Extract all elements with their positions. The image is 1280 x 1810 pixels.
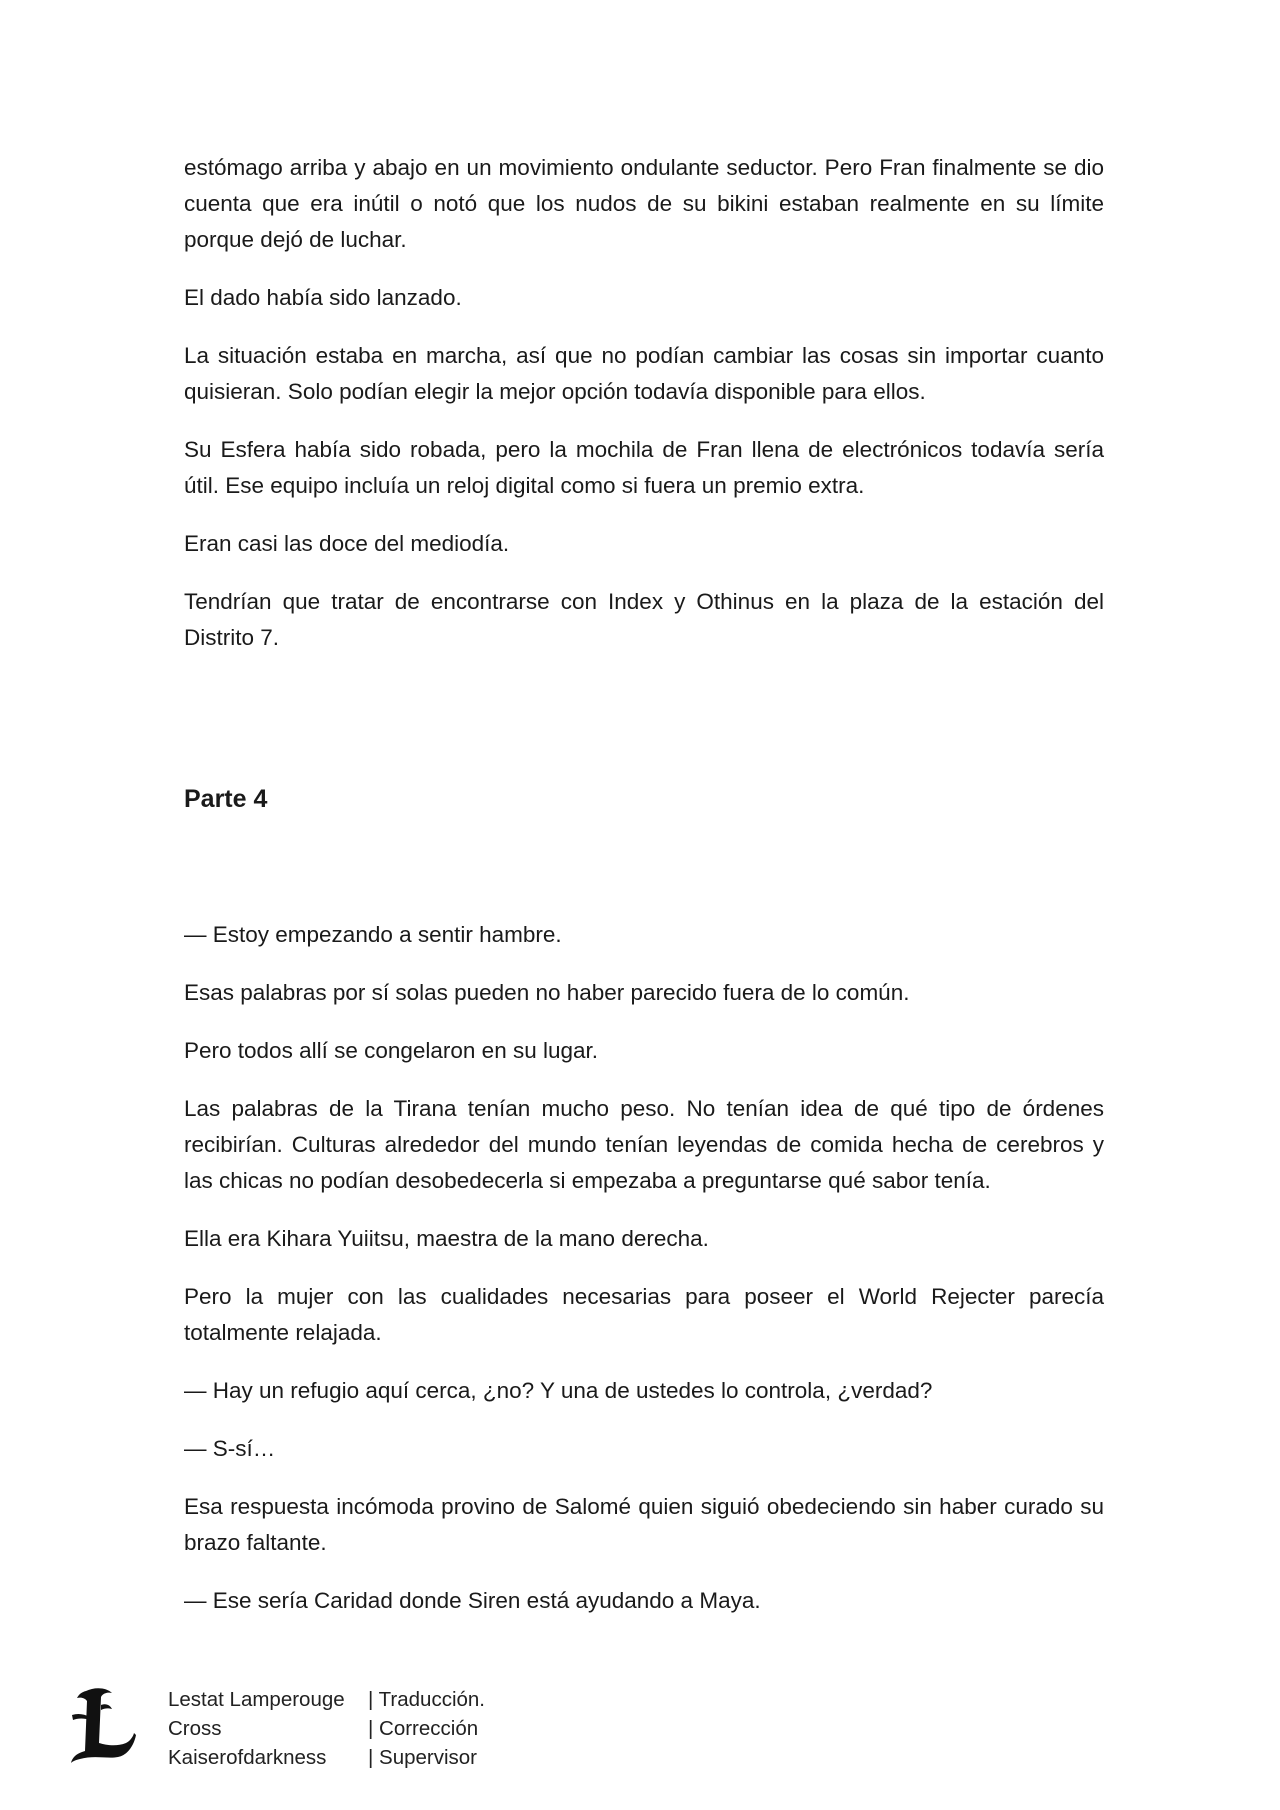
document-body bbox=[184, 150, 1104, 1641]
paragraph: Eran casi las doce del mediodía. bbox=[184, 531, 510, 556]
paragraph: — Hay un refugio aquí cerca, ¿no? Y una de ustedes lo controla, ¿verdad? bbox=[184, 1378, 933, 1403]
credits-list bbox=[168, 1685, 485, 1772]
gothic-letter-l-logo-icon bbox=[68, 1685, 138, 1765]
credit-name: Cross bbox=[168, 1717, 222, 1740]
credit-role: | Corrección bbox=[368, 1717, 479, 1740]
paragraph: Las palabras de la Tirana tenían mucho peso. No tenían idea de qué tipo de órdenes recibirían. Culturas alrededor del mundo tenían leyendas de comida hecha de cerebros y las chicas no podían desobedecerla si empezaba a preguntarse qué sabor tenía. bbox=[184, 1096, 1104, 1193]
paragraph: Ella era Kihara Yuiitsu, maestra de la mano derecha. bbox=[184, 1226, 709, 1251]
paragraph: Esa respuesta incómoda provino de Salomé quien siguió obedeciendo sin haber curado su brazo faltante. bbox=[184, 1494, 1104, 1555]
credit-name: Kaiserofdarkness bbox=[168, 1746, 327, 1769]
paragraph: Su Esfera había sido robada, pero la mochila de Fran llena de electrónicos todavía sería útil. Ese equipo incluía un reloj digital como si fuera un premio extra. bbox=[184, 437, 1104, 498]
paragraph: Tendrían que tratar de encontrarse con Index y Othinus en la plaza de la estación del Distrito 7. bbox=[184, 589, 1104, 650]
credit-name: Lestat Lamperouge bbox=[168, 1688, 345, 1711]
paragraph: Pero todos allí se congelaron en su lugar. bbox=[184, 1038, 599, 1063]
credit-row bbox=[168, 1685, 485, 1714]
paragraph: Pero la mujer con las cualidades necesarias para poseer el World Rejecter parecía totalmente relajada. bbox=[184, 1284, 1104, 1345]
paragraph: — Estoy empezando a sentir hambre. bbox=[184, 922, 562, 947]
paragraph: — Ese sería Caridad donde Siren está ayudando a Maya. bbox=[184, 1588, 761, 1613]
section-heading: Parte 4 bbox=[184, 785, 268, 813]
credit-row bbox=[168, 1714, 485, 1743]
page-footer bbox=[68, 1685, 628, 1775]
credit-role: | Traducción. bbox=[368, 1688, 485, 1711]
credit-row bbox=[168, 1743, 485, 1772]
paragraph: — S-sí… bbox=[184, 1436, 276, 1461]
paragraph: estómago arriba y abajo en un movimiento ondulante seductor. Pero Fran finalmente se dio cuenta que era inútil o notó que los nudos de su bikini estaban realmente en su límite porque dejó de luchar. bbox=[184, 155, 1104, 252]
credit-role: | Supervisor bbox=[368, 1746, 478, 1769]
paragraph: Esas palabras por sí solas pueden no haber parecido fuera de lo común. bbox=[184, 980, 910, 1005]
paragraph: El dado había sido lanzado. bbox=[184, 285, 462, 310]
paragraph: La situación estaba en marcha, así que no podían cambiar las cosas sin importar cuanto quisieran. Solo podían elegir la mejor opción todavía disponible para ellos. bbox=[184, 343, 1104, 404]
